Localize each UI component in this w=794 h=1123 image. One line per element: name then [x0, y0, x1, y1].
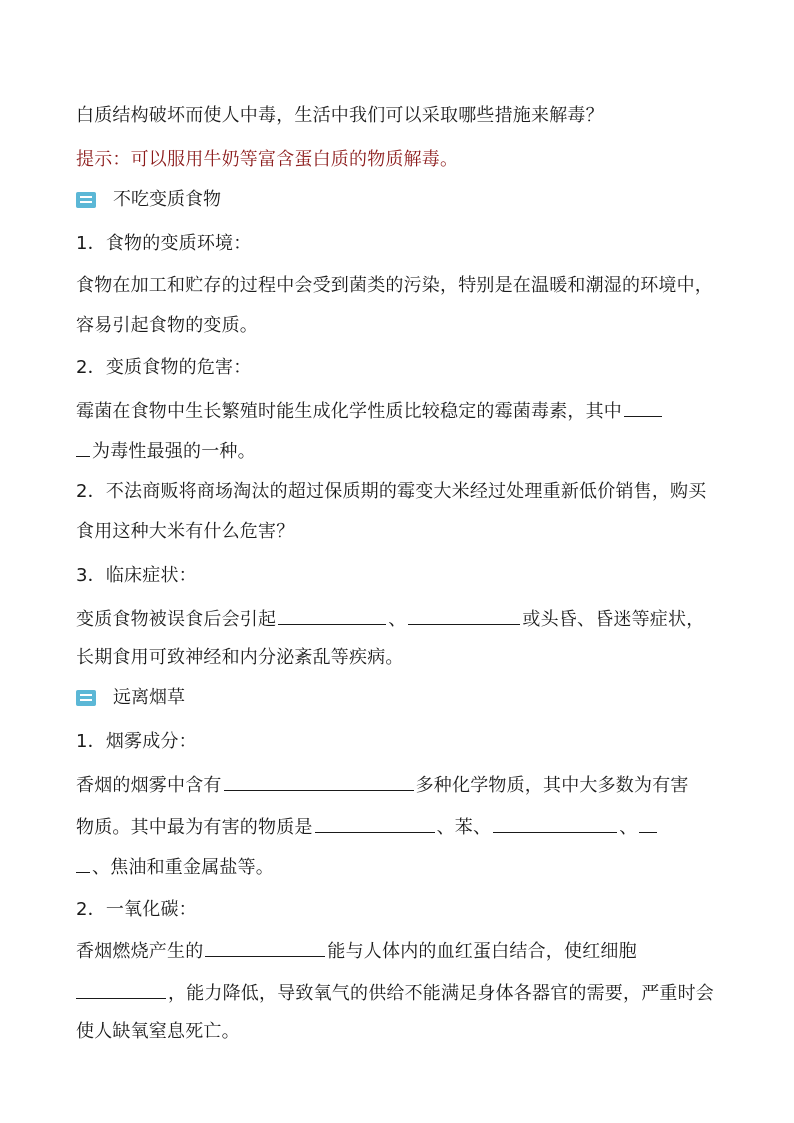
text-span: 香烟的烟雾中含有	[76, 775, 222, 796]
text-span: 变质食物被误食后会引起	[76, 609, 277, 630]
text-span: 为毒性最强的一种。	[92, 441, 256, 462]
text-span: 或头昏、昏迷等症状，	[522, 609, 705, 630]
fill-blank[interactable]	[493, 814, 617, 833]
text-span: 多种化学物质，其中大多数为有害	[415, 775, 689, 796]
text-line	[76, 772, 689, 798]
text-span: 、	[388, 609, 407, 630]
text-line: 食物在加工和贮存的过程中会受到菌类的污染，特别是在温暖和潮湿的环境中，	[76, 275, 713, 296]
text-line	[76, 814, 659, 840]
text-line: 容易引起食物的变质。	[76, 315, 258, 336]
fill-blank[interactable]	[76, 980, 166, 999]
section-list-icon	[76, 690, 96, 706]
text-line	[76, 854, 274, 880]
fill-blank[interactable]	[315, 814, 435, 833]
text-line: 使人缺氧窒息死亡。	[76, 1021, 240, 1042]
question-title: 1．烟雾成分：	[76, 731, 197, 752]
text-line	[76, 938, 637, 964]
text-line	[76, 438, 256, 464]
text-span: 物质。其中最为有害的物质是	[76, 817, 313, 838]
question-title: 3．临床症状：	[76, 565, 197, 586]
text-span: ，能力降低，导致氧气的供给不能满足身体各器官的需要，严重时会	[168, 983, 714, 1004]
text-line: 2．不法商贩将商场淘汰的超过保质期的霉变大米经过处理重新低价销售，购买	[76, 481, 707, 502]
text-span: 、	[619, 817, 638, 838]
text-span: 、焦油和重金属盐等。	[92, 857, 274, 878]
fill-blank[interactable]	[76, 438, 90, 457]
text-span: 霉菌在食物中生长繁殖时能生成化学性质比较稳定的霉菌毒素，其中	[76, 401, 622, 422]
hint-line: 提示：可以服用牛奶等富含蛋白质的物质解毒。	[76, 149, 459, 170]
question-title: 2．一氧化碳：	[76, 899, 197, 920]
text-span: 香烟燃烧产生的	[76, 941, 204, 962]
text-line	[76, 606, 704, 632]
section-title: 不吃变质食物	[113, 189, 221, 210]
text-span: 能与人体内的血红蛋白结合，使红细胞	[327, 941, 637, 962]
text-span: 、苯、	[436, 817, 492, 838]
section-list-icon	[76, 192, 96, 208]
fill-blank[interactable]	[639, 814, 657, 833]
fill-blank[interactable]	[224, 772, 414, 791]
fill-blank[interactable]	[278, 606, 386, 625]
text-line: 食用这种大米有什么危害？	[76, 521, 295, 542]
fill-blank[interactable]	[76, 854, 90, 873]
question-title: 1．食物的变质环境：	[76, 233, 252, 254]
text-line	[76, 980, 714, 1006]
fill-blank[interactable]	[408, 606, 520, 625]
text-line: 白质结构破坏而使人中毒，生活中我们可以采取哪些措施来解毒？	[76, 105, 604, 126]
fill-blank[interactable]	[624, 398, 662, 417]
fill-blank[interactable]	[205, 938, 325, 957]
text-line: 长期食用可致神经和内分泌紊乱等疾病。	[76, 647, 404, 668]
question-title: 2．变质食物的危害：	[76, 357, 252, 378]
section-title: 远离烟草	[113, 687, 185, 708]
text-line	[76, 398, 664, 424]
